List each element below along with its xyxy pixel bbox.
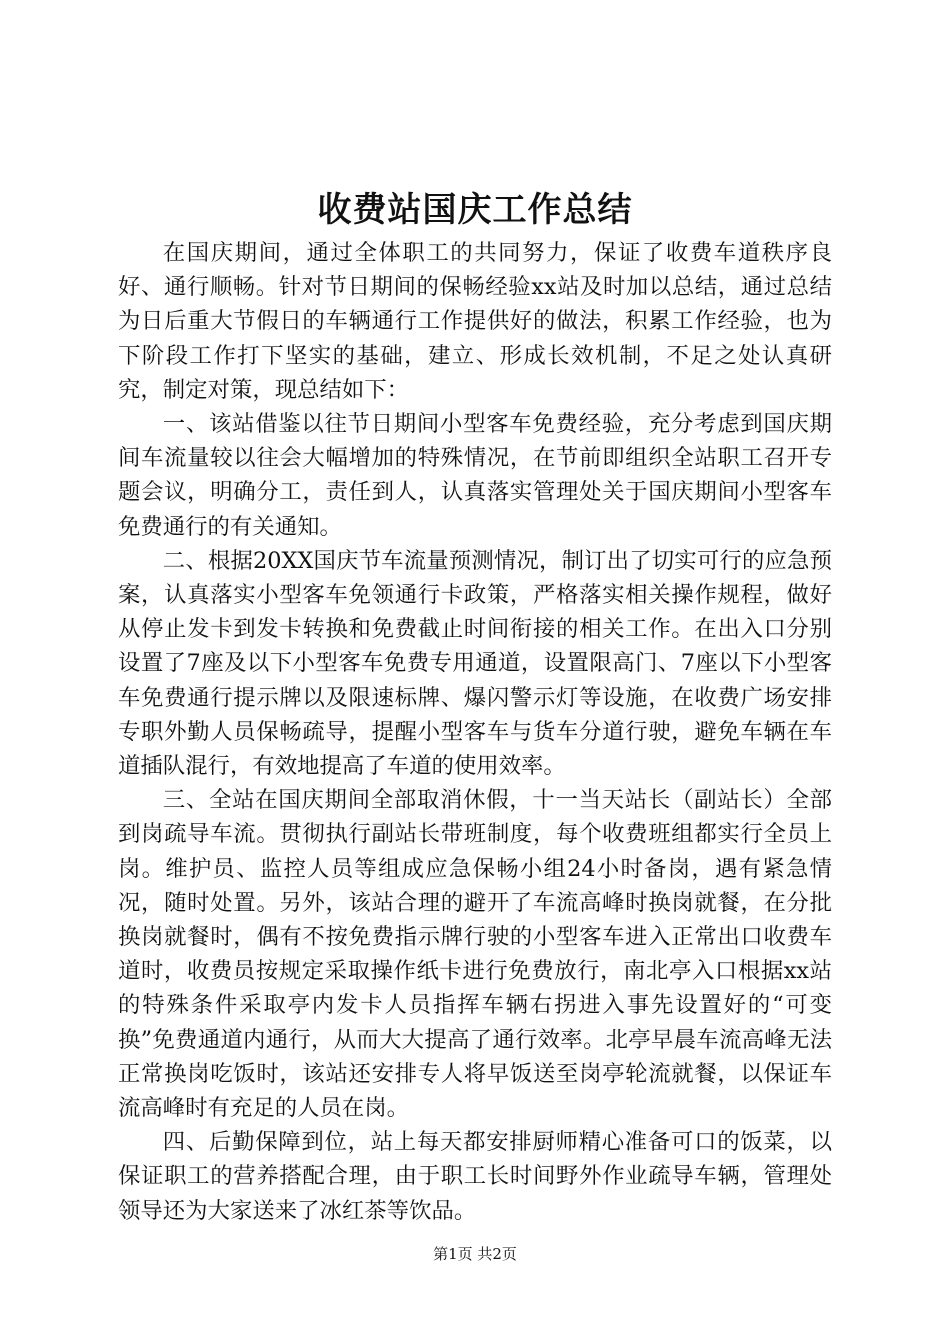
document-body xyxy=(118,236,832,1228)
paragraph-section-1: 一、该站借鉴以往节日期间小型客车免费经验，充分考虑到国庆期间车流量较以往会大幅增加的特殊情况，在节前即组织全站职工召开专题会议，明确分工，责任到人，认真落实管理处关于国庆期间小型客车免费通行的有关通知。 xyxy=(118,411,832,540)
paragraph-section-2: 二、根据20XX国庆节车流量预测情况，制订出了切实可行的应急预案，认真落实小型客车免领通行卡政策，严格落实相关操作规程，做好从停止发卡到发卡转换和免费截止时间衔接的相关工作。在出入口分别设置了7座及以下小型客车免费专用通道，设置限高门、7座以下小型客车免费通行提示牌以及限速标牌、爆闪警示灯等设施，在收费广场安排专职外勤人员保畅疏导，提醒小型客车与货车分道行驶，避免车辆在车道插队混行，有效地提高了车道的使用效率。 xyxy=(118,547,832,780)
page-footer: 第1页 共2页 xyxy=(433,1245,517,1263)
paragraph-section-3: 三、全站在国庆期间全部取消休假，十一当天站长（副站长）全部到岗疏导车流。贯彻执行副站长带班制度，每个收费班组都实行全员上岗。维护员、监控人员等组成应急保畅小组24小时备岗，遇有紧急情况，随时处置。另外，该站合理的避开了车流高峰时换岗就餐，在分批换岗就餐时，偶有不按免费指示牌行驶的小型客车进入正常出口收费车道时，收费员按规定采取操作纸卡进行免费放行，南北亭入口根据xx站的特殊条件采取亭内发卡人员指挥车辆右拐进入事先设置好的“可变换”免费通道内通行，从而大大提高了通行效率。北亭早晨车流高峰无法正常换岗吃饭时，该站还安排专人将早饭送至岗亭轮流就餐，以保证车流高峰时有充足的人员在岗。 xyxy=(118,787,832,1122)
paragraph-intro: 在国庆期间，通过全体职工的共同努力，保证了收费车道秩序良好、通行顺畅。针对节日期间的保畅经验xx站及时加以总结，通过总结为日后重大节假日的车辆通行工作提供好的做法，积累工作经验，也为下阶段工作打下坚实的基础，建立、形成长效机制，不足之处认真研究，制定对策，现总结如下： xyxy=(118,240,832,403)
document-title: 收费站国庆工作总结 xyxy=(317,190,633,230)
paragraph-section-4: 四、后勤保障到位，站上每天都安排厨师精心准备可口的饭菜，以保证职工的营养搭配合理，由于职工长时间野外作业疏导车辆，管理处领导还为大家送来了冰红茶等饮品。 xyxy=(118,1129,832,1224)
